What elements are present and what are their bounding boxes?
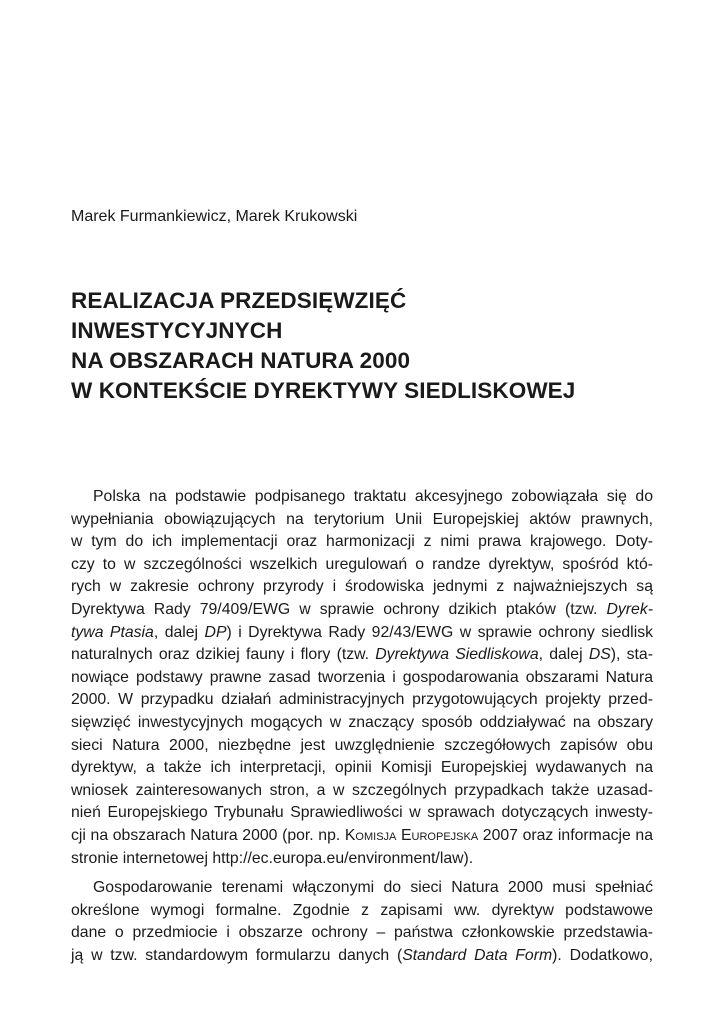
- text-run: ją w tzw. standardowym formularzu danych (: [71, 946, 403, 964]
- italic-term: DS: [588, 646, 611, 664]
- citation-author: Komisja Europejska: [344, 826, 479, 844]
- text-line: sięwzięć inwestycyjnych mogących w znaczący sposób oddziaływać na obszary: [71, 713, 653, 731]
- text-line: stronie internetowej http://ec.europa.eu/environment/law).: [71, 849, 474, 867]
- text-run: , dalej: [153, 623, 205, 641]
- text-line: nowiące podstawy prawne zasad tworzenia i gospodarowania obszarami Natura: [71, 668, 653, 686]
- italic-term: DP: [204, 623, 227, 641]
- text-line: [71, 599, 653, 622]
- italic-term: Standard Data Form: [402, 946, 553, 964]
- text-line: 2000. W przypadku działań administracyjnych przygotowujących projekty przed-: [71, 691, 653, 709]
- text-run: naturalnych oraz dzikiej fauny i flory (tzw.: [71, 646, 376, 664]
- italic-term: Dyrektywa Siedliskowa: [375, 646, 539, 664]
- article-title: [71, 286, 575, 406]
- italic-term: tywa Ptasia: [71, 623, 154, 641]
- text-line: określone wymogi formalne. Zgodnie z zapisami ww. dyrektyw podstawowe: [71, 901, 653, 919]
- authors: Marek Furmankiewicz, Marek Krukowski: [71, 208, 358, 225]
- text-run: , dalej: [538, 646, 589, 664]
- text-line: czy to w szczególności wszelkich uregulowań o randze dyrektyw, spośród któ-: [71, 555, 653, 573]
- text-line: w tym do ich implementacji oraz harmonizacji z nimi prawa krajowego. Doty-: [71, 533, 653, 551]
- text-run: Dyrektywa Rady 79/409/EWG w sprawie ochrony dzikich ptaków (tzw.: [71, 600, 607, 618]
- text-line: nień Europejskiego Trybunału Sprawiedliwości w sprawach dotyczących inwesty-: [71, 804, 653, 822]
- text-line: dyrektyw, a także ich interpretacji, opinii Komisji Europejskiej wydawanych na: [71, 759, 653, 777]
- title-line: REALIZACJA PRZEDSIĘWZIĘĆ: [71, 288, 407, 313]
- text-line: Gospodarowanie terenami włączonymi do sieci Natura 2000 musi spełniać: [93, 879, 653, 897]
- text-line: sieci Natura 2000, niezbędne jest uwzględnienie szczegółowych zapisów obu: [71, 736, 653, 754]
- title-line: W KONTEKŚCIE DYREKTYWY SIEDLISKOWEJ: [71, 378, 576, 403]
- text-line: [71, 945, 653, 968]
- text-run: ) i Dyrektywa Rady 92/43/EWG w sprawie ochrony siedlisk: [226, 623, 653, 641]
- paragraph-1: [71, 486, 653, 870]
- text-run: ), sta-: [610, 646, 653, 664]
- text-line: dane o przedmiocie i obszarze ochrony – państwa członkowskie przedstawia-: [71, 924, 653, 942]
- title-line: NA OBSZARACH NATURA 2000: [71, 348, 411, 373]
- paragraph-2: [71, 877, 653, 967]
- text-line: wypełniania obowiązujących na terytorium Unii Europejskiej aktów prawnych,: [71, 510, 653, 528]
- text-run: ). Dodatkowo,: [552, 946, 653, 964]
- text-line: wniosek zainteresowanych stron, a w szczególnych przypadkach także uzasad-: [71, 781, 653, 799]
- text-run: 2007 oraz informacje na: [478, 826, 653, 844]
- text-line: [71, 622, 653, 645]
- text-run: cji na obszarach Natura 2000 (por. np.: [71, 826, 345, 844]
- title-line: INWESTYCYJNYCH: [71, 318, 283, 343]
- text-line: Polska na podstawie podpisanego traktatu akcesyjnego zobowiązała się do: [93, 488, 653, 505]
- text-line: [71, 644, 653, 667]
- text-line: rych w zakresie ochrony przyrody i środowiska jednymi z najważniejszych są: [71, 578, 653, 596]
- text-line: [71, 825, 653, 848]
- italic-term: Dyrek-: [606, 600, 653, 618]
- article-body: [71, 486, 653, 967]
